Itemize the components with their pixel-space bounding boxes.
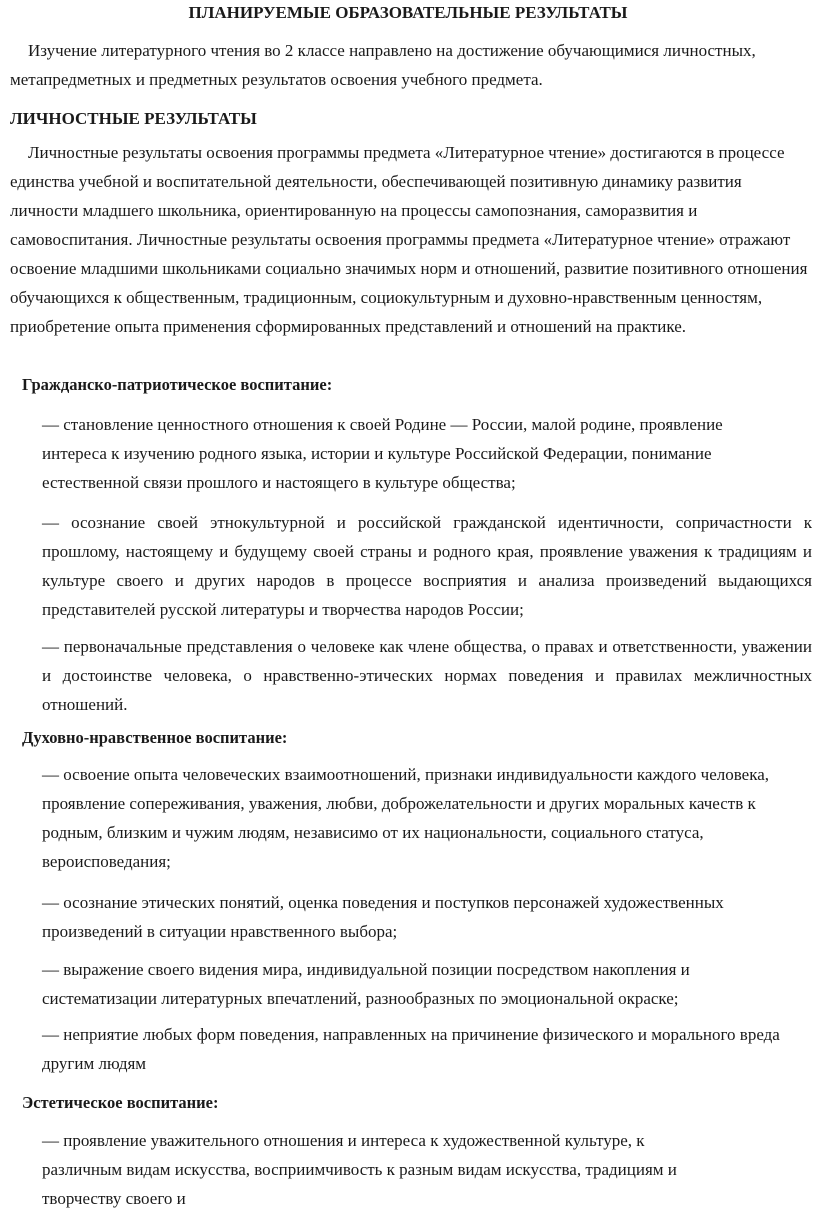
spiritual-item-1: — освоение опыта человеческих взаимоотношений, признаки индивидуальности каждого человека, проявление сопереживания, уважения, любви, доброжелательности и других моральных качеств к родным, близким и чужим людям, независимо от их национальности, социального статуса, вероисповедания;	[42, 765, 770, 871]
spiritual-item-2: — осознание этических понятий, оценка поведения и поступков персонажей художественных произведений в ситуации нравственного выбора;	[42, 893, 724, 941]
civic-item-1: — становление ценностного отношения к своей Родине — России, малой родине, проявление интереса к изучению родного языка, истории и культуре Российской Федерации, понимание естественной связи прошлого и настоящего в культуре общества;	[42, 415, 723, 492]
spiritual-item-4: — неприятие любых форм поведения, направленных на причинение физического и морального вреда другим людям	[42, 1025, 780, 1073]
personal-results-heading: ЛИЧНОСТНЫЕ РЕЗУЛЬТАТЫ	[10, 109, 257, 128]
civic-heading: Гражданско-патриотическое воспитание:	[22, 375, 333, 394]
personal-results-paragraph: Личностные результаты освоения программы предмета «Литературное чтение» достигаются в процессе единства учебной и воспитательной деятельности, обеспечивающей позитивную динамику развития личности младшего школьника, ориентированную на процессы самопознания, саморазвития и самовоспитания. Личностные результаты освоения программы предмета «Литературное чтение» отражают освоение младшими школьниками социально значимых норм и отношений, развитие позитивного отношения обучающихся к общественным, традиционным, социокультурным и духовно-нравственным ценностям, приобретение опыта применения сформированных представлений и отношений на практике.	[10, 143, 808, 336]
civic-item-3: — первоначальные представления о человеке как члене общества, о правах и ответственности, уважении и достоинстве человека, о нравственно-этических нормах поведения и правилах межличностных отношений.	[42, 637, 812, 714]
intro-paragraph: Изучение литературного чтения во 2 классе направлено на достижение обучающимися личностных, метапредметных и предметных результатов освоения учебного предмета.	[10, 41, 756, 89]
spiritual-item-3: — выражение своего видения мира, индивидуальной позиции посредством накопления и систематизации литературных впечатлений, разнообразных по эмоциональной окраске;	[42, 960, 690, 1008]
aesthetic-heading: Эстетическое воспитание:	[22, 1093, 219, 1112]
civic-item-2: — осознание своей этнокультурной и российской гражданской идентичности, сопричастности к прошлому, настоящему и будущему своей страны и родного края, проявление уважения к традициям и культуре своего и других народов в процессе восприятия и анализа произведений выдающихся представителей русской литературы и творчества народов России;	[42, 513, 812, 619]
spiritual-heading: Духовно-нравственное воспитание:	[22, 728, 288, 747]
aesthetic-item-1: — проявление уважительного отношения и интереса к художественной культуре, к различным видам искусства, восприимчивость к разным видам искусства, традициям и творчеству своего и	[42, 1131, 677, 1208]
page-title: ПЛАНИРУЕМЫЕ ОБРАЗОВАТЕЛЬНЫЕ РЕЗУЛЬТАТЫ	[188, 3, 628, 22]
